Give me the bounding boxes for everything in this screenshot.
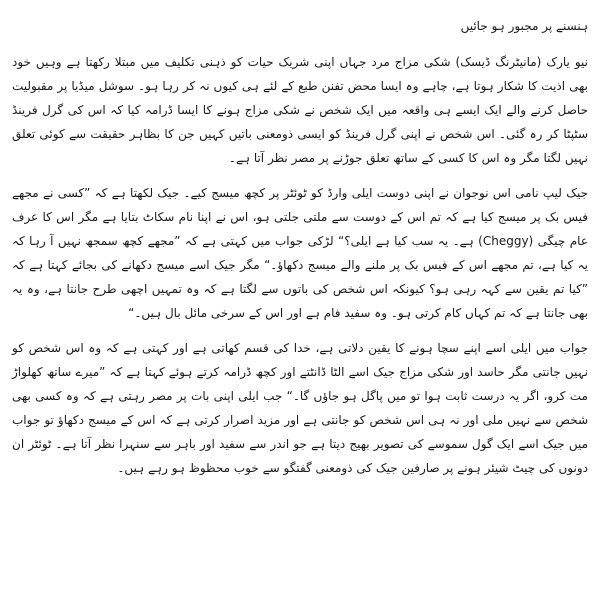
article-paragraph-2: جیک لیپ نامی اس نوجوان نے اپنی دوست ایلی وارڈ کو ٹوئٹر پر کچھ میسج کیے۔ جیک لکھتا ہے کہ ”کسی نے مجھے فیس بک پر میسج کیا ہے کہ تم اس کے دوست سے ملتی جلتی ہو، اس نے اپنا نام سکاٹ بتایا ہے مگر اس کا عرف عام چیگی (Cheggy) ہے۔ یہ سب کیا ہے ایلی؟“ لڑکی جواب میں کہتی ہے کہ ”مجھے کچھ سمجھ نہیں آ رہا کہ یہ کیا ہے، تم مجھے اس کے فیس بک پر ملنے والے میسج دکھاؤ۔“ مگر جیک اسے میسج دکھانے کی بجائے کہتا ہے کہ ”کیا تم یقین سے کہہ رہی ہو؟ کیونکہ اس شخص کی باتوں سے لگتا ہے کہ وہ تمہیں اچھی طرح جانتا ہے، وہ یہ بھی جانتا ہے کہ تم کہاں کام کرتی ہو۔ وہ سفید فام ہے اور اس کے سرخی مائل بال ہیں۔“ xyxy=(12,186,588,320)
article-paragraph-3: جواب میں ایلی اسے اپنے سچا ہونے کا یقین دلاتی ہے، خدا کی قسم کھاتی ہے اور کہتی ہے کہ وہ اس شخص کو نہیں جانتی مگر حاسد اور شکی مزاج جیک اسے الٹا ڈانٹتے اور کچھ ڈرامہ کرتے ہوئے کہتا ہے کہ ”میرے ساتھ کھلواڑ مت کرو، اگر یہ درست ثابت ہوا تو میں پاگل ہو جاؤں گا۔“ جب ایلی اپنی بات پر مصر رہتی ہے کہ وہ کسی بھی شخص سے نہیں ملی اور نہ ہی اس شخص کو جانتی ہے اور مزید اصرار کرتی ہے کہ اس کے میسج دکھاؤ تو جواب میں جیک اسے ایک گول سموسے کی تصویر بھیج دیتا ہے جو اندر سے سفید اور باہر سے سنہرا نظر آتا ہے۔ ٹوئٹر ان دونوں کی چیٹ شیئر ہونے پر صارفین جیک کی ذومعنی گفتگو سے خوب محظوظ ہو رہے ہیں۔ xyxy=(12,341,588,475)
article-lead-fragment: ہنسنے پر مجبور ہو جائیں xyxy=(460,19,588,33)
article-paragraph-1: نیو یارک (مانیٹرنگ ڈیسک) شکی مزاج مرد جہاں اپنی شریک حیات کو ذہنی تکلیف میں مبتلا رکھتا ہے وہیں خود بھی اذیت کا شکار ہوتا ہے، چاہے وہ ایسا محض تفنن طبع کے لئے ہی کیوں نہ کر رہا ہو۔ سوشل میڈیا پر مقبولیت حاصل کرنے والے ایک ایسے ہی واقعہ میں ایک شخص نے شکی مزاج ہونے کا ایسا ڈرامہ کیا کہ اس کی گرل فرینڈ سٹپٹا کر رہ گئی۔ اس شخص نے اپنی گرل فرینڈ کو ایسی ذومعنی باتیں کہیں جن کا بظاہر حقیقت سے کوئی تعلق نہیں لگتا مگر وہ اس کا کسی کے ساتھ تعلق جوڑنے پر مصر نظر آتا ہے۔ xyxy=(12,55,588,165)
